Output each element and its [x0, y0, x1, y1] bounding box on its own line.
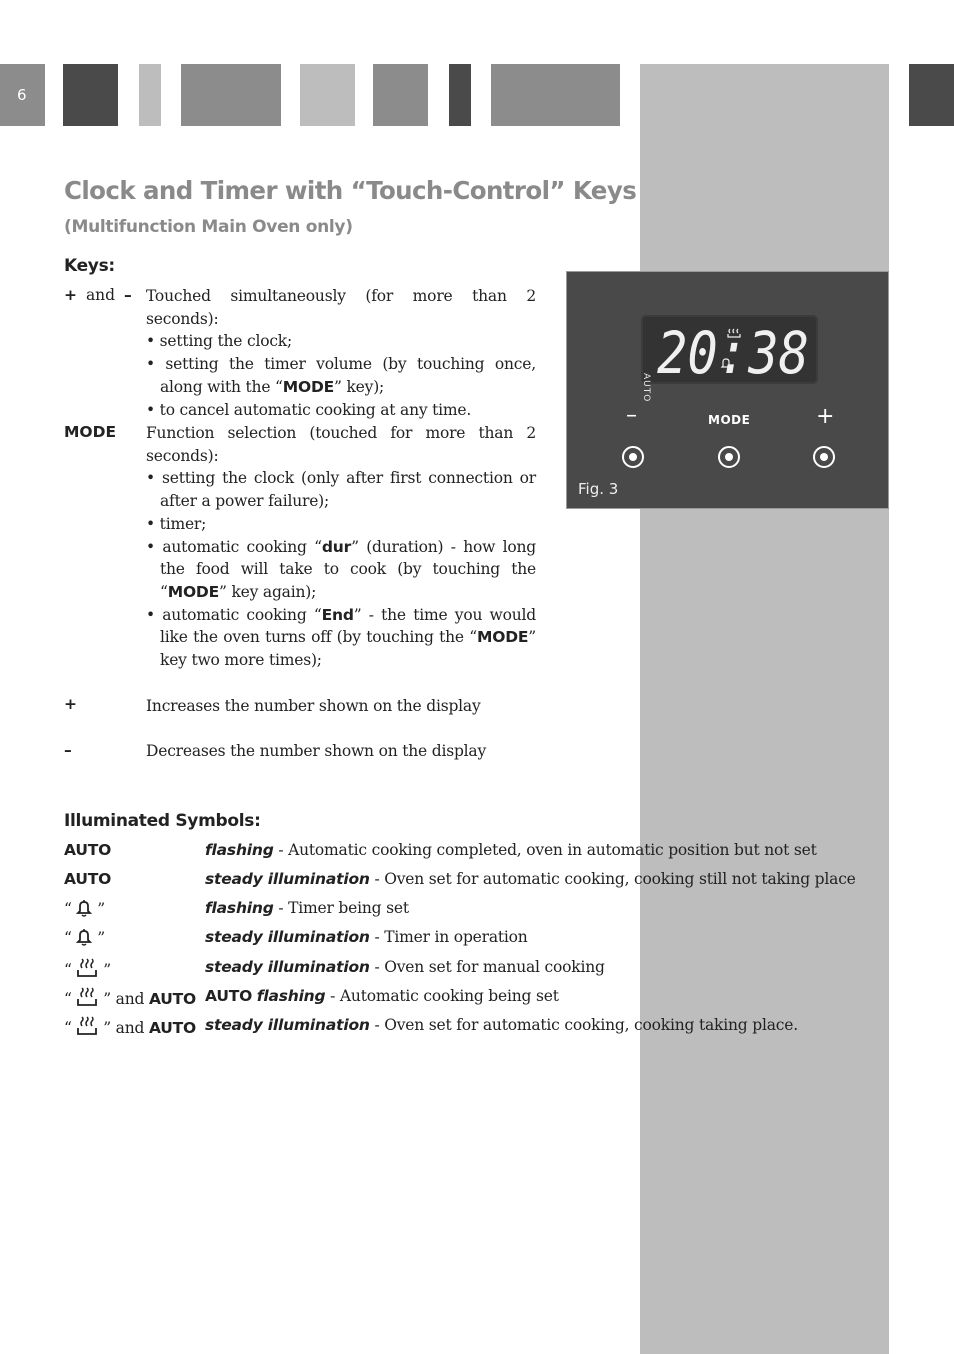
plus-touch-key[interactable] — [812, 445, 836, 469]
header-block — [63, 64, 118, 126]
header-block — [300, 64, 355, 126]
bell-icon — [76, 928, 92, 946]
sidebar-band — [640, 64, 889, 1354]
key-minus-desc: Decreases the number shown on the display — [146, 742, 487, 760]
header-block — [373, 64, 428, 126]
minus-key-label: – — [626, 403, 637, 428]
steam-pan-icon — [76, 958, 98, 978]
bell-icon — [76, 899, 92, 917]
header-block — [181, 64, 281, 126]
page-subtitle: (Multifunction Main Oven only) — [64, 217, 353, 237]
page-number: 6 — [17, 86, 27, 104]
steam-pan-icon — [76, 1016, 98, 1036]
key-plus-minus-label: + and – — [64, 286, 132, 304]
header-block — [491, 64, 620, 126]
minus-touch-key[interactable] — [621, 445, 645, 469]
mode-key-label: MODE — [708, 413, 751, 427]
figure-caption: Fig. 3 — [578, 480, 619, 498]
page-title: Clock and Timer with “Touch-Control” Keys — [64, 176, 637, 205]
steam-pan-icon — [76, 987, 98, 1007]
header-block — [449, 64, 471, 126]
auto-indicator: AUTO — [641, 373, 651, 403]
symbols-heading: Illuminated Symbols: — [64, 811, 261, 831]
key-minus-label: – — [64, 741, 72, 759]
key-mode-desc: Function selection (touched for more than 2 seconds): • setting the clock (only after first connection or after a power failure); • timer; • automatic cooking “dur” (duration) - how long the food will take to cook (by touching the “MODE” key again); • automatic cooking “End” - the time you would like the oven turns off (by touching the “MODE” key two more times); — [146, 422, 536, 672]
header-block — [909, 64, 954, 126]
key-plus-desc: Increases the number shown on the display — [146, 697, 481, 715]
plus-key-label: + — [816, 404, 835, 429]
header-block — [139, 64, 161, 126]
clock-display — [641, 315, 818, 403]
mode-touch-key[interactable] — [717, 445, 741, 469]
display-svg — [641, 315, 818, 403]
key-mode-label: MODE — [64, 423, 117, 441]
keys-heading: Keys: — [64, 256, 115, 276]
control-panel-figure — [566, 271, 889, 509]
key-plus-label: + — [64, 695, 77, 713]
display-time: 20:38 — [657, 319, 809, 387]
key-plus-minus-desc: Touched simultaneously (for more than 2 seconds): • setting the clock; • setting the timer volume (by touching once, along with the “MODE” key); • to cancel automatic cooking at any time. — [146, 285, 536, 421]
